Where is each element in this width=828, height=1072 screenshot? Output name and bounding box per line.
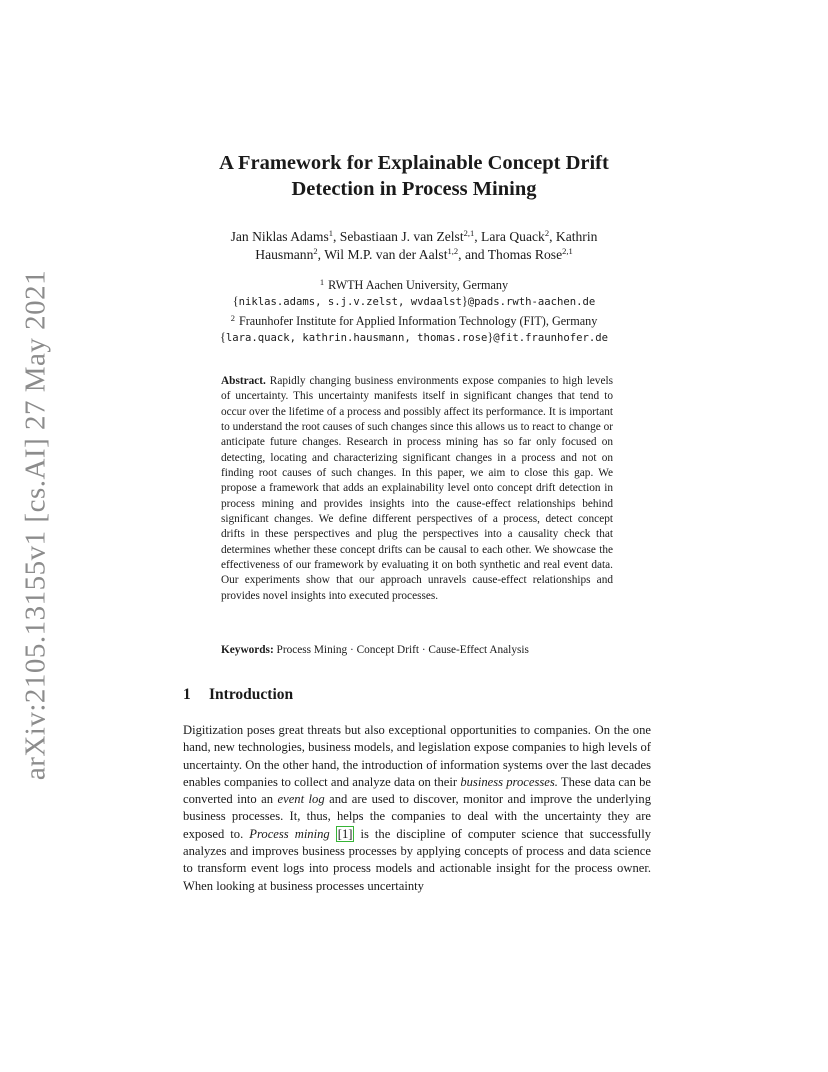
affiliation-1 — [150, 274, 678, 293]
author-list: Jan Niklas Adams$^1$, Sebastiaan J. van Zelst$^{2,1}$, Lara Quack$^2$, Kathrin Hausmann$^2$, Wil M.P. van der Aalst$^{1,2}$, and Thomas Rose$^{2,1}$ — [230, 228, 598, 262]
email-brace: } — [461, 294, 468, 308]
section-title: Introduction — [209, 686, 294, 703]
keywords-text: Process Mining · Concept Drift · Cause-Effect Analysis — [276, 644, 529, 656]
author-name: Sebastiaan J. van Zelst — [339, 229, 464, 244]
keywords — [221, 643, 621, 658]
emphasis-event-log: event log — [277, 792, 325, 807]
author-affiliation-mark: 2,1 — [562, 246, 573, 256]
email-brace: } — [487, 330, 494, 344]
author-affiliation-mark: 1 — [328, 228, 333, 238]
author-name: and Thomas Rose — [464, 247, 563, 262]
affiliation-1-emails — [150, 293, 678, 310]
arxiv-identifier-stamp: arXiv:2105.13155v1 [cs.AI] 27 May 2021 — [19, 269, 52, 781]
email-domain: @pads.rwth-aachen.de — [467, 296, 596, 308]
affiliation-block — [150, 274, 678, 346]
keywords-label: Keywords: — [221, 644, 274, 656]
abstract-text: Rapidly changing business environments expose companies to high levels of uncertainty. This uncertainty manifests itself in significant changes that tend to occur over the lifetime of a process and possibly affect its performance. It is important to understand the root causes of such changes since this allows us to react to change or anticipate future changes. Research in process mining has so far only focused on detecting, locating and characterizing significant changes in a process and not on finding root causes of such changes. In this paper, we aim to close this gap. We propose a framework that adds an explainability level onto concept drift detection in process mining and provides insights into the cause-effect relationships behind significant changes. We define different perspectives of a process, detect concept drifts in these perspectives and plug the perspectives into a causality check that determines whether these concept drifts can be causal to each other. We showcase the effectiveness of our framework by evaluating it on both synthetic and real event data. Our experiments show that our approach unravels cause-effect relationships and provides novel insights into executed processes. — [221, 375, 613, 602]
author-affiliation-mark: 1,2 — [447, 246, 459, 256]
affiliation-number: 1 — [319, 277, 325, 287]
emphasis-process-mining: Process mining — [249, 826, 330, 841]
email-domain: @fit.fraunhofer.de — [493, 332, 609, 344]
body-text-run: These data can be converted into an — [183, 774, 651, 807]
author-name: Wil M.P. van der Aalst — [324, 247, 448, 262]
affiliation-2-emails — [150, 329, 678, 346]
paper-title — [150, 150, 678, 202]
introduction-paragraph — [183, 722, 651, 895]
affiliation-name: RWTH Aachen University, Germany — [328, 278, 509, 292]
abstract — [221, 374, 613, 604]
email-brace: { — [232, 294, 239, 308]
author-name: Hausmann — [255, 247, 314, 262]
affiliation-name: Fraunhofer Institute for Applied Information Technology (FIT), Germany — [238, 314, 598, 328]
body-text-run: Digitization poses great threats but also exceptional opportunities to companies. On the one hand, new technologies, business models, and legislation expose companies to high levels of uncertainty. On the other hand, the introduction of information systems over the last decades enables companies to collect and analyze data on their — [183, 723, 651, 789]
author-name: Kathrin — [555, 229, 598, 244]
body-text-run: is the discipline of computer science that successfully analyzes and improves business processes by applying concepts of process and data science to transform event logs into process models and actionable insight for the process owner. When looking at business processes uncertainty — [183, 826, 651, 893]
body-text-run: and are used to discover, monitor and improve the underlying business processes. It, thus, helps the companies to deal with the uncertainty they are exposed to. — [183, 792, 651, 841]
affiliation-2 — [150, 310, 678, 329]
title-line-2: Detection in Process Mining — [291, 178, 537, 200]
section-heading — [183, 686, 293, 704]
section-number: 1 — [183, 686, 191, 703]
affiliation-number: 2 — [230, 313, 235, 323]
email-brace: { — [219, 330, 226, 344]
abstract-label: Abstract. — [221, 375, 266, 387]
emphasis-business-processes: business processes. — [460, 774, 558, 789]
body-text-run — [330, 827, 336, 841]
title-line-1: A Framework for Explainable Concept Drift — [219, 152, 609, 174]
email-list: niklas.adams, s.j.v.zelst, wvdaalst — [238, 296, 462, 308]
email-list: lara.quack, kathrin.hausmann, thomas.rose — [225, 332, 488, 344]
author-affiliation-mark: 2,1 — [463, 228, 475, 238]
author-name: Lara Quack — [481, 229, 545, 244]
author-affiliation-mark: 2 — [313, 246, 318, 256]
citation-link[interactable]: [1] — [337, 826, 353, 841]
author-affiliation-mark: 2 — [544, 228, 550, 238]
author-name: Jan Niklas Adams — [230, 229, 329, 244]
